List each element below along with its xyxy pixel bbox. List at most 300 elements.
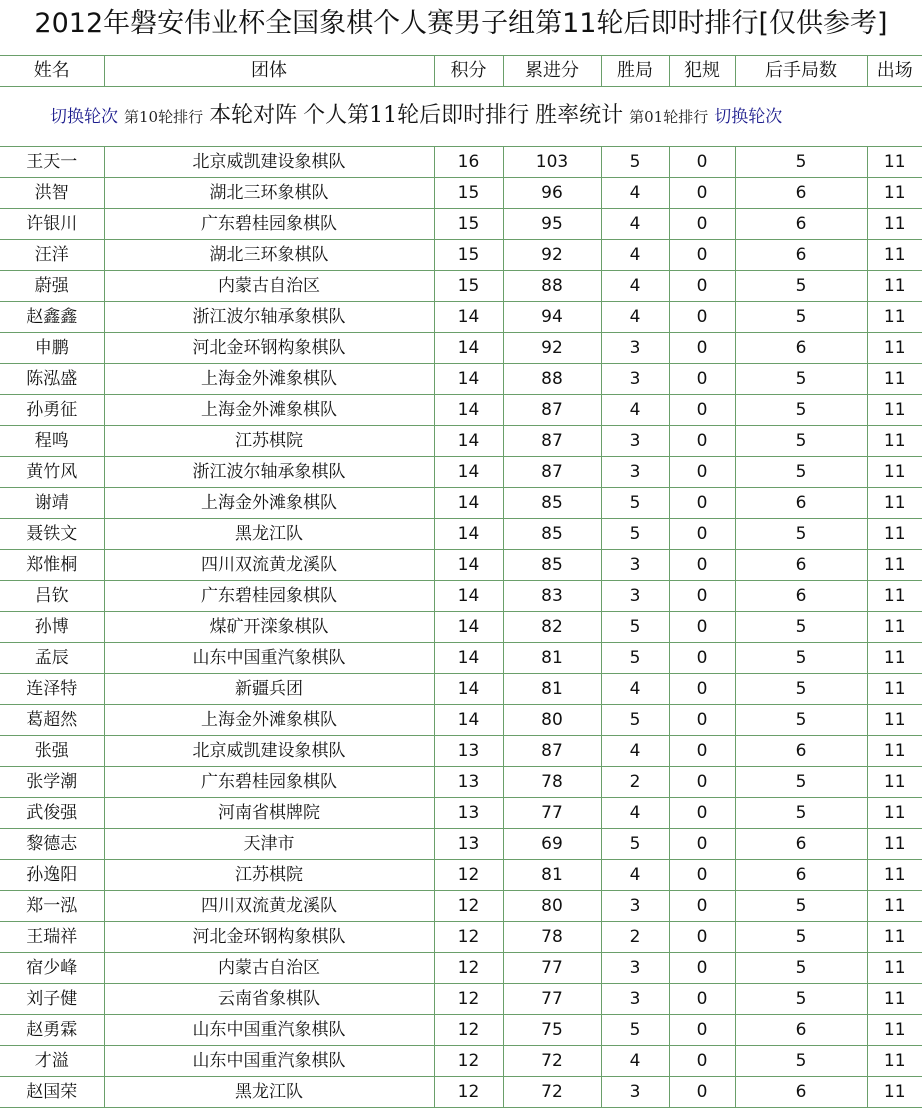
black-games-cell: 5 bbox=[735, 364, 867, 395]
table-row bbox=[0, 860, 922, 891]
games-played-cell: 11 bbox=[867, 643, 922, 674]
table-row bbox=[0, 333, 922, 364]
player-name-cell: 孙博 bbox=[0, 612, 104, 643]
fouls-cell: 0 bbox=[669, 457, 735, 488]
points-cell: 14 bbox=[434, 674, 503, 705]
wins-cell: 5 bbox=[601, 643, 669, 674]
team-name-cell: 湖北三环象棋队 bbox=[104, 240, 434, 271]
player-name-cell: 汪洋 bbox=[0, 240, 104, 271]
first-round-ranking-link[interactable]: 第01轮排行 bbox=[629, 108, 709, 126]
black-games-cell: 5 bbox=[735, 984, 867, 1015]
wins-cell: 4 bbox=[601, 178, 669, 209]
cumulative-score-cell: 72 bbox=[503, 1046, 601, 1077]
points-cell: 14 bbox=[434, 612, 503, 643]
wins-cell: 5 bbox=[601, 488, 669, 519]
player-name-cell: 赵国荣 bbox=[0, 1077, 104, 1108]
games-played-cell: 11 bbox=[867, 736, 922, 767]
player-name-cell: 陈泓盛 bbox=[0, 364, 104, 395]
this-round-pairings-link[interactable]: 本轮对阵 bbox=[209, 103, 298, 128]
team-name-cell: 广东碧桂园象棋队 bbox=[104, 581, 434, 612]
table-row bbox=[0, 550, 922, 581]
cumulative-score-cell: 77 bbox=[503, 953, 601, 984]
column-header-fouls[interactable]: 犯规 bbox=[669, 56, 735, 87]
table-row bbox=[0, 519, 922, 550]
cumulative-score-cell: 77 bbox=[503, 984, 601, 1015]
player-name-cell: 孙勇征 bbox=[0, 395, 104, 426]
table-row bbox=[0, 767, 922, 798]
points-cell: 12 bbox=[434, 1046, 503, 1077]
fouls-cell: 0 bbox=[669, 767, 735, 798]
black-games-cell: 5 bbox=[735, 395, 867, 426]
cumulative-score-cell: 88 bbox=[503, 271, 601, 302]
games-played-cell: 11 bbox=[867, 550, 922, 581]
player-name-cell: 许银川 bbox=[0, 209, 104, 240]
column-header-cumulative[interactable]: 累进分 bbox=[503, 56, 601, 87]
fouls-cell: 0 bbox=[669, 550, 735, 581]
games-played-cell: 11 bbox=[867, 1015, 922, 1046]
black-games-cell: 5 bbox=[735, 302, 867, 333]
games-played-cell: 11 bbox=[867, 674, 922, 705]
cumulative-score-cell: 78 bbox=[503, 922, 601, 953]
points-cell: 15 bbox=[434, 209, 503, 240]
fouls-cell: 0 bbox=[669, 209, 735, 240]
player-name-cell: 郑一泓 bbox=[0, 891, 104, 922]
table-row bbox=[0, 891, 922, 922]
cumulative-score-cell: 75 bbox=[503, 1015, 601, 1046]
points-cell: 12 bbox=[434, 860, 503, 891]
player-name-cell: 才溢 bbox=[0, 1046, 104, 1077]
player-name-cell: 洪智 bbox=[0, 178, 104, 209]
fouls-cell: 0 bbox=[669, 240, 735, 271]
wins-cell: 3 bbox=[601, 364, 669, 395]
fouls-cell: 0 bbox=[669, 736, 735, 767]
wins-cell: 3 bbox=[601, 984, 669, 1015]
black-games-cell: 5 bbox=[735, 271, 867, 302]
games-played-cell: 11 bbox=[867, 209, 922, 240]
cumulative-score-cell: 69 bbox=[503, 829, 601, 860]
games-played-cell: 11 bbox=[867, 705, 922, 736]
cumulative-score-cell: 85 bbox=[503, 550, 601, 581]
column-header-points[interactable]: 积分 bbox=[434, 56, 503, 87]
round-nav bbox=[0, 87, 922, 147]
fouls-cell: 0 bbox=[669, 798, 735, 829]
wins-cell: 4 bbox=[601, 209, 669, 240]
wins-cell: 4 bbox=[601, 674, 669, 705]
cumulative-score-cell: 81 bbox=[503, 674, 601, 705]
team-name-cell: 山东中国重汽象棋队 bbox=[104, 1046, 434, 1077]
header-row bbox=[0, 56, 922, 87]
table-row bbox=[0, 147, 922, 178]
black-games-cell: 5 bbox=[735, 519, 867, 550]
table-row bbox=[0, 1046, 922, 1077]
fouls-cell: 0 bbox=[669, 643, 735, 674]
cumulative-score-cell: 87 bbox=[503, 457, 601, 488]
fouls-cell: 0 bbox=[669, 1077, 735, 1108]
points-cell: 14 bbox=[434, 364, 503, 395]
points-cell: 14 bbox=[434, 426, 503, 457]
points-cell: 12 bbox=[434, 1077, 503, 1108]
table-row bbox=[0, 581, 922, 612]
table-row bbox=[0, 1015, 922, 1046]
games-played-cell: 11 bbox=[867, 612, 922, 643]
team-name-cell: 广东碧桂园象棋队 bbox=[104, 209, 434, 240]
fouls-cell: 0 bbox=[669, 984, 735, 1015]
column-header-name[interactable]: 姓名 bbox=[0, 56, 104, 87]
team-name-cell: 黑龙江队 bbox=[104, 519, 434, 550]
cumulative-score-cell: 85 bbox=[503, 488, 601, 519]
wins-cell: 3 bbox=[601, 426, 669, 457]
table-row bbox=[0, 922, 922, 953]
player-name-cell: 张学潮 bbox=[0, 767, 104, 798]
black-games-cell: 6 bbox=[735, 1077, 867, 1108]
player-name-cell: 黎德志 bbox=[0, 829, 104, 860]
wins-cell: 5 bbox=[601, 829, 669, 860]
cumulative-score-cell: 87 bbox=[503, 736, 601, 767]
team-name-cell: 云南省象棋队 bbox=[104, 984, 434, 1015]
team-name-cell: 黑龙江队 bbox=[104, 1077, 434, 1108]
player-name-cell: 刘子健 bbox=[0, 984, 104, 1015]
fouls-cell: 0 bbox=[669, 612, 735, 643]
team-name-cell: 湖北三环象棋队 bbox=[104, 178, 434, 209]
points-cell: 12 bbox=[434, 891, 503, 922]
black-games-cell: 6 bbox=[735, 581, 867, 612]
team-name-cell: 煤矿开滦象棋队 bbox=[104, 612, 434, 643]
black-games-cell: 6 bbox=[735, 333, 867, 364]
cumulative-score-cell: 82 bbox=[503, 612, 601, 643]
points-cell: 12 bbox=[434, 953, 503, 984]
games-played-cell: 11 bbox=[867, 922, 922, 953]
fouls-cell: 0 bbox=[669, 829, 735, 860]
games-played-cell: 11 bbox=[867, 798, 922, 829]
wins-cell: 4 bbox=[601, 395, 669, 426]
points-cell: 14 bbox=[434, 581, 503, 612]
team-name-cell: 上海金外滩象棋队 bbox=[104, 364, 434, 395]
games-played-cell: 11 bbox=[867, 767, 922, 798]
games-played-cell: 11 bbox=[867, 984, 922, 1015]
table-row bbox=[0, 953, 922, 984]
wins-cell: 4 bbox=[601, 271, 669, 302]
wins-cell: 4 bbox=[601, 240, 669, 271]
black-games-cell: 5 bbox=[735, 767, 867, 798]
games-played-cell: 11 bbox=[867, 271, 922, 302]
table-row bbox=[0, 829, 922, 860]
team-name-cell: 四川双流黄龙溪队 bbox=[104, 891, 434, 922]
games-played-cell: 11 bbox=[867, 519, 922, 550]
wins-cell: 5 bbox=[601, 705, 669, 736]
games-played-cell: 11 bbox=[867, 891, 922, 922]
wins-cell: 3 bbox=[601, 457, 669, 488]
fouls-cell: 0 bbox=[669, 705, 735, 736]
black-games-cell: 6 bbox=[735, 829, 867, 860]
black-games-cell: 6 bbox=[735, 178, 867, 209]
fouls-cell: 0 bbox=[669, 271, 735, 302]
column-header-black-games[interactable]: 后手局数 bbox=[735, 56, 867, 87]
black-games-cell: 5 bbox=[735, 612, 867, 643]
cumulative-score-cell: 94 bbox=[503, 302, 601, 333]
team-name-cell: 山东中国重汽象棋队 bbox=[104, 1015, 434, 1046]
fouls-cell: 0 bbox=[669, 147, 735, 178]
games-played-cell: 11 bbox=[867, 1077, 922, 1108]
fouls-cell: 0 bbox=[669, 395, 735, 426]
table-row bbox=[0, 302, 922, 333]
fouls-cell: 0 bbox=[669, 426, 735, 457]
fouls-cell: 0 bbox=[669, 364, 735, 395]
table-row bbox=[0, 395, 922, 426]
points-cell: 14 bbox=[434, 395, 503, 426]
ranking-rows bbox=[0, 147, 922, 1108]
player-name-cell: 吕钦 bbox=[0, 581, 104, 612]
wins-cell: 4 bbox=[601, 736, 669, 767]
games-played-cell: 11 bbox=[867, 1046, 922, 1077]
player-name-cell: 赵鑫鑫 bbox=[0, 302, 104, 333]
player-name-cell: 赵勇霖 bbox=[0, 1015, 104, 1046]
switch-round-link-right[interactable]: 切换轮次 bbox=[714, 107, 783, 127]
points-cell: 13 bbox=[434, 736, 503, 767]
fouls-cell: 0 bbox=[669, 922, 735, 953]
table-row bbox=[0, 705, 922, 736]
team-name-cell: 山东中国重汽象棋队 bbox=[104, 643, 434, 674]
wins-cell: 2 bbox=[601, 922, 669, 953]
games-played-cell: 11 bbox=[867, 488, 922, 519]
personal-ranking-label: 个人第11轮后即时排行 bbox=[303, 103, 530, 128]
team-name-cell: 上海金外滩象棋队 bbox=[104, 395, 434, 426]
black-games-cell: 6 bbox=[735, 1015, 867, 1046]
points-cell: 15 bbox=[434, 240, 503, 271]
cumulative-score-cell: 77 bbox=[503, 798, 601, 829]
win-rate-link[interactable]: 胜率统计 bbox=[535, 103, 624, 128]
black-games-cell: 5 bbox=[735, 643, 867, 674]
cumulative-score-cell: 95 bbox=[503, 209, 601, 240]
table-row bbox=[0, 1077, 922, 1108]
player-name-cell: 武俊强 bbox=[0, 798, 104, 829]
wins-cell: 3 bbox=[601, 333, 669, 364]
wins-cell: 3 bbox=[601, 550, 669, 581]
cumulative-score-cell: 81 bbox=[503, 643, 601, 674]
player-name-cell: 王瑞祥 bbox=[0, 922, 104, 953]
team-name-cell: 北京威凯建设象棋队 bbox=[104, 736, 434, 767]
fouls-cell: 0 bbox=[669, 488, 735, 519]
fouls-cell: 0 bbox=[669, 581, 735, 612]
column-header-wins[interactable]: 胜局 bbox=[601, 56, 669, 87]
points-cell: 14 bbox=[434, 302, 503, 333]
points-cell: 14 bbox=[434, 550, 503, 581]
table-row bbox=[0, 612, 922, 643]
cumulative-score-cell: 78 bbox=[503, 767, 601, 798]
games-played-cell: 11 bbox=[867, 240, 922, 271]
points-cell: 14 bbox=[434, 705, 503, 736]
table-row bbox=[0, 736, 922, 767]
team-name-cell: 内蒙古自治区 bbox=[104, 953, 434, 984]
round-nav-row bbox=[0, 87, 922, 147]
fouls-cell: 0 bbox=[669, 1046, 735, 1077]
black-games-cell: 5 bbox=[735, 798, 867, 829]
table-row bbox=[0, 643, 922, 674]
games-played-cell: 11 bbox=[867, 302, 922, 333]
wins-cell: 2 bbox=[601, 767, 669, 798]
prev-round-ranking-link[interactable]: 第10轮排行 bbox=[124, 108, 204, 126]
team-name-cell: 上海金外滩象棋队 bbox=[104, 488, 434, 519]
black-games-cell: 5 bbox=[735, 457, 867, 488]
games-played-cell: 11 bbox=[867, 829, 922, 860]
table-row bbox=[0, 178, 922, 209]
team-name-cell: 浙江波尔轴承象棋队 bbox=[104, 302, 434, 333]
team-name-cell: 四川双流黄龙溪队 bbox=[104, 550, 434, 581]
player-name-cell: 葛超然 bbox=[0, 705, 104, 736]
player-name-cell: 孙逸阳 bbox=[0, 860, 104, 891]
player-name-cell: 黄竹风 bbox=[0, 457, 104, 488]
cumulative-score-cell: 87 bbox=[503, 426, 601, 457]
points-cell: 15 bbox=[434, 178, 503, 209]
team-name-cell: 江苏棋院 bbox=[104, 426, 434, 457]
player-name-cell: 连泽特 bbox=[0, 674, 104, 705]
cumulative-score-cell: 80 bbox=[503, 705, 601, 736]
black-games-cell: 6 bbox=[735, 860, 867, 891]
wins-cell: 4 bbox=[601, 860, 669, 891]
black-games-cell: 6 bbox=[735, 240, 867, 271]
team-name-cell: 天津市 bbox=[104, 829, 434, 860]
column-header-team[interactable]: 团体 bbox=[104, 56, 434, 87]
table-row bbox=[0, 674, 922, 705]
team-name-cell: 广东碧桂园象棋队 bbox=[104, 767, 434, 798]
table-row bbox=[0, 798, 922, 829]
player-name-cell: 张强 bbox=[0, 736, 104, 767]
games-played-cell: 11 bbox=[867, 178, 922, 209]
fouls-cell: 0 bbox=[669, 333, 735, 364]
team-name-cell: 河北金环钢构象棋队 bbox=[104, 922, 434, 953]
wins-cell: 5 bbox=[601, 612, 669, 643]
points-cell: 13 bbox=[434, 767, 503, 798]
table-row bbox=[0, 488, 922, 519]
black-games-cell: 5 bbox=[735, 891, 867, 922]
column-header-played[interactable]: 出场 bbox=[867, 56, 922, 87]
points-cell: 14 bbox=[434, 457, 503, 488]
black-games-cell: 6 bbox=[735, 736, 867, 767]
player-name-cell: 孟辰 bbox=[0, 643, 104, 674]
points-cell: 16 bbox=[434, 147, 503, 178]
player-name-cell: 程鸣 bbox=[0, 426, 104, 457]
games-played-cell: 11 bbox=[867, 364, 922, 395]
team-name-cell: 北京威凯建设象棋队 bbox=[104, 147, 434, 178]
player-name-cell: 蔚强 bbox=[0, 271, 104, 302]
games-played-cell: 11 bbox=[867, 426, 922, 457]
points-cell: 13 bbox=[434, 829, 503, 860]
team-name-cell: 江苏棋院 bbox=[104, 860, 434, 891]
wins-cell: 3 bbox=[601, 891, 669, 922]
games-played-cell: 11 bbox=[867, 581, 922, 612]
games-played-cell: 11 bbox=[867, 953, 922, 984]
wins-cell: 3 bbox=[601, 581, 669, 612]
table-row bbox=[0, 271, 922, 302]
table-row bbox=[0, 426, 922, 457]
cumulative-score-cell: 83 bbox=[503, 581, 601, 612]
games-played-cell: 11 bbox=[867, 147, 922, 178]
points-cell: 12 bbox=[434, 1015, 503, 1046]
black-games-cell: 5 bbox=[735, 953, 867, 984]
black-games-cell: 5 bbox=[735, 426, 867, 457]
points-cell: 15 bbox=[434, 271, 503, 302]
fouls-cell: 0 bbox=[669, 1015, 735, 1046]
player-name-cell: 申鹏 bbox=[0, 333, 104, 364]
wins-cell: 4 bbox=[601, 302, 669, 333]
fouls-cell: 0 bbox=[669, 891, 735, 922]
black-games-cell: 5 bbox=[735, 674, 867, 705]
fouls-cell: 0 bbox=[669, 178, 735, 209]
black-games-cell: 5 bbox=[735, 147, 867, 178]
wins-cell: 3 bbox=[601, 1077, 669, 1108]
cumulative-score-cell: 80 bbox=[503, 891, 601, 922]
player-name-cell: 谢靖 bbox=[0, 488, 104, 519]
fouls-cell: 0 bbox=[669, 302, 735, 333]
cumulative-score-cell: 87 bbox=[503, 395, 601, 426]
black-games-cell: 6 bbox=[735, 488, 867, 519]
cumulative-score-cell: 81 bbox=[503, 860, 601, 891]
table-row bbox=[0, 240, 922, 271]
player-name-cell: 聂铁文 bbox=[0, 519, 104, 550]
points-cell: 14 bbox=[434, 488, 503, 519]
wins-cell: 5 bbox=[601, 519, 669, 550]
cumulative-score-cell: 92 bbox=[503, 333, 601, 364]
table-row bbox=[0, 364, 922, 395]
points-cell: 14 bbox=[434, 643, 503, 674]
team-name-cell: 上海金外滩象棋队 bbox=[104, 705, 434, 736]
cumulative-score-cell: 88 bbox=[503, 364, 601, 395]
points-cell: 14 bbox=[434, 519, 503, 550]
table-row bbox=[0, 457, 922, 488]
cumulative-score-cell: 96 bbox=[503, 178, 601, 209]
wins-cell: 5 bbox=[601, 147, 669, 178]
page-title: 2012年磐安伟业杯全国象棋个人赛男子组第11轮后即时排行[仅供参考] bbox=[34, 8, 888, 39]
team-name-cell: 河北金环钢构象棋队 bbox=[104, 333, 434, 364]
cumulative-score-cell: 103 bbox=[503, 147, 601, 178]
ranking-table bbox=[0, 55, 922, 1108]
black-games-cell: 5 bbox=[735, 1046, 867, 1077]
team-name-cell: 浙江波尔轴承象棋队 bbox=[104, 457, 434, 488]
games-played-cell: 11 bbox=[867, 860, 922, 891]
wins-cell: 4 bbox=[601, 1046, 669, 1077]
points-cell: 12 bbox=[434, 922, 503, 953]
team-name-cell: 内蒙古自治区 bbox=[104, 271, 434, 302]
points-cell: 12 bbox=[434, 984, 503, 1015]
black-games-cell: 5 bbox=[735, 922, 867, 953]
cumulative-score-cell: 72 bbox=[503, 1077, 601, 1108]
points-cell: 14 bbox=[434, 333, 503, 364]
cumulative-score-cell: 92 bbox=[503, 240, 601, 271]
player-name-cell: 郑惟桐 bbox=[0, 550, 104, 581]
player-name-cell: 王天一 bbox=[0, 147, 104, 178]
table-row bbox=[0, 984, 922, 1015]
games-played-cell: 11 bbox=[867, 395, 922, 426]
fouls-cell: 0 bbox=[669, 953, 735, 984]
player-name-cell: 宿少峰 bbox=[0, 953, 104, 984]
wins-cell: 4 bbox=[601, 798, 669, 829]
team-name-cell: 新疆兵团 bbox=[104, 674, 434, 705]
fouls-cell: 0 bbox=[669, 860, 735, 891]
black-games-cell: 6 bbox=[735, 209, 867, 240]
fouls-cell: 0 bbox=[669, 674, 735, 705]
table-row bbox=[0, 209, 922, 240]
games-played-cell: 11 bbox=[867, 457, 922, 488]
fouls-cell: 0 bbox=[669, 519, 735, 550]
switch-round-link-left[interactable]: 切换轮次 bbox=[50, 107, 118, 127]
black-games-cell: 6 bbox=[735, 550, 867, 581]
wins-cell: 5 bbox=[601, 1015, 669, 1046]
wins-cell: 3 bbox=[601, 953, 669, 984]
cumulative-score-cell: 85 bbox=[503, 519, 601, 550]
games-played-cell: 11 bbox=[867, 333, 922, 364]
black-games-cell: 5 bbox=[735, 705, 867, 736]
team-name-cell: 河南省棋牌院 bbox=[104, 798, 434, 829]
points-cell: 13 bbox=[434, 798, 503, 829]
